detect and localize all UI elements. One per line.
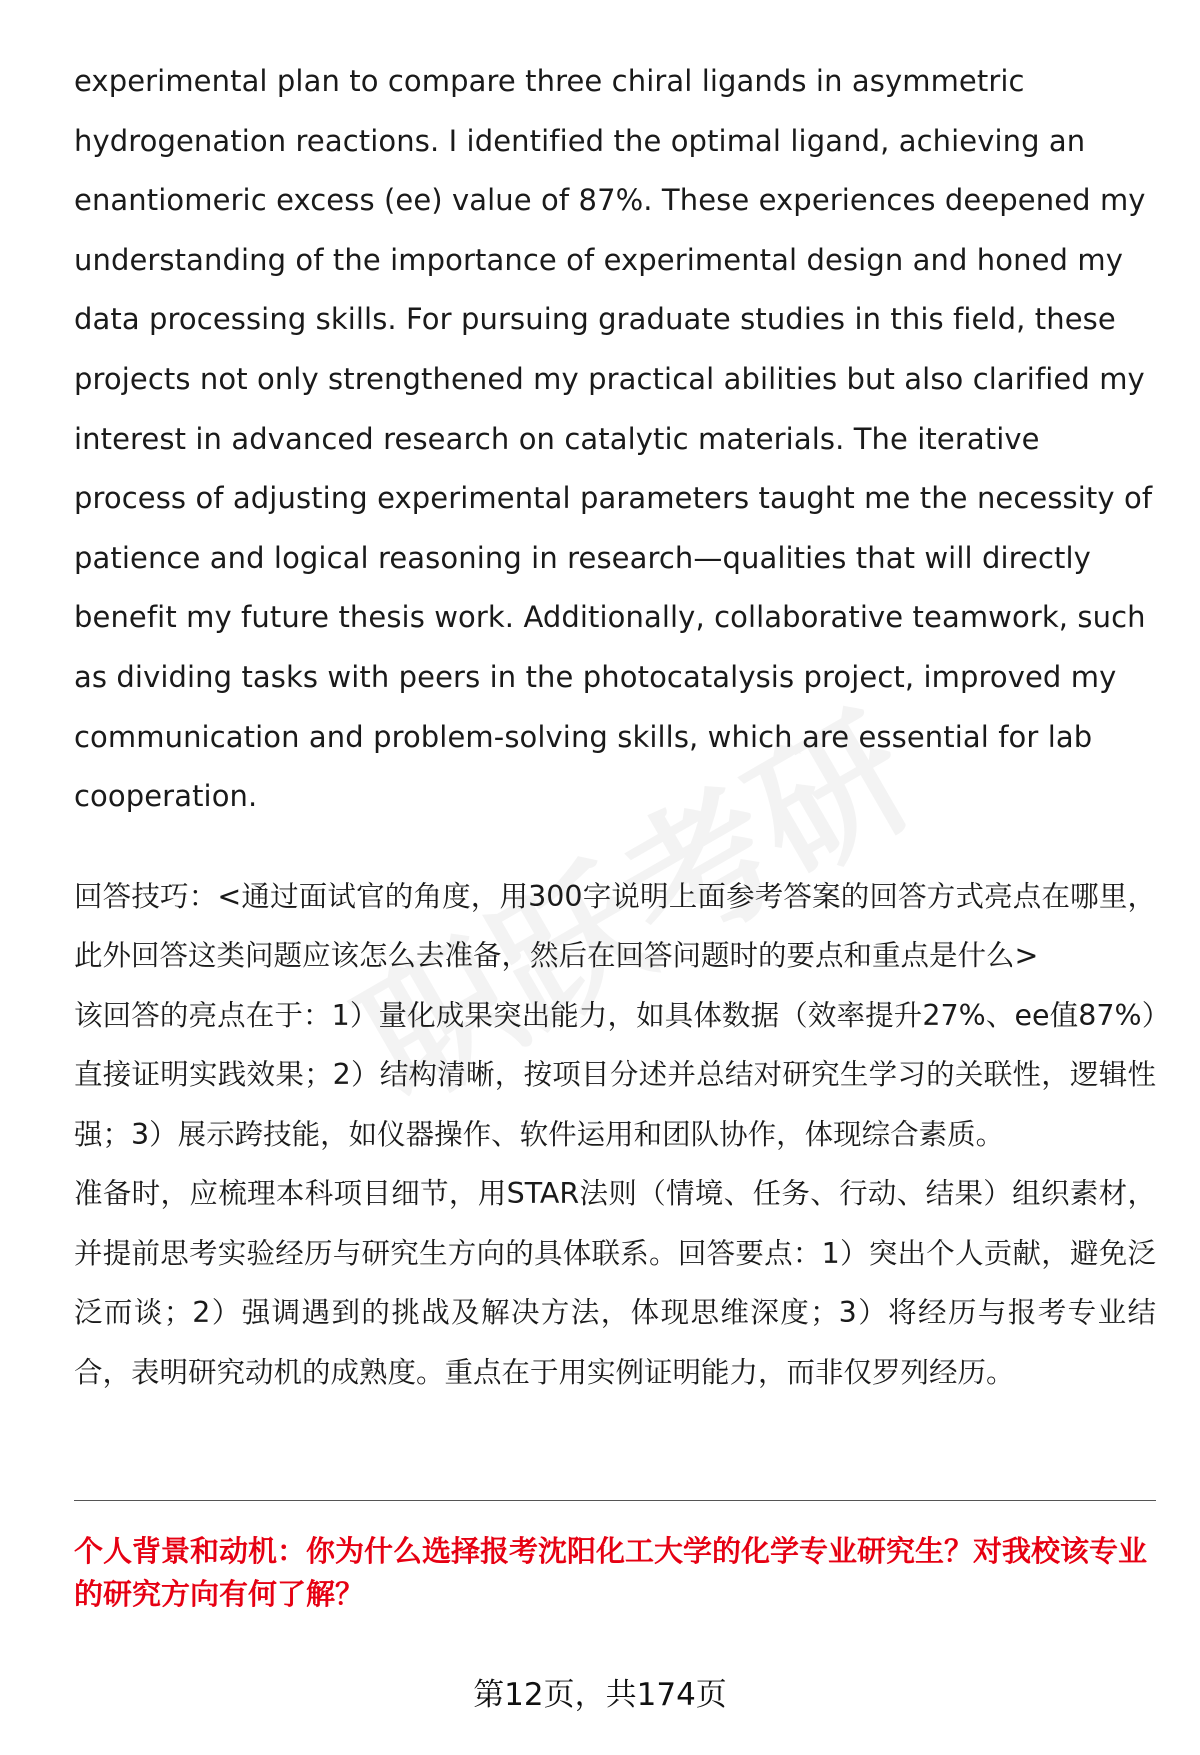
answer-tips-section bbox=[74, 867, 1156, 1403]
tips-intro-paragraph: 回答技巧：<通过面试官的角度，用300字说明上面参考答案的回答方式亮点在哪里，此外回答这类问题应该怎么去准备，然后在回答问题时的要点和重点是什么> bbox=[74, 879, 1156, 973]
next-question-heading: 个人背景和动机：你为什么选择报考沈阳化工大学的化学专业研究生？对我校该专业的研究方向有何了解？ bbox=[74, 1534, 1148, 1611]
highlights-paragraph: 该回答的亮点在于：1）量化成果突出能力，如具体数据（效率提升27%、ee值87%）直接证明实践效果；2）结构清晰，按项目分述并总结对研究生学习的关联性，逻辑性强；3）展示跨技能，如仪器操作、软件运用和团队协作，体现综合素质。 bbox=[74, 998, 1156, 1151]
section-divider bbox=[74, 1500, 1156, 1501]
english-answer-paragraph: experimental plan to compare three chiral ligands in asymmetric hydrogenation reactions. I identified the optimal ligand, achieving an enantiomeric excess (ee) value of 87%. These experiences deepened my understanding of the importance of experimental design and honed my data processing skills. For pursuing graduate studies in this field, these projects not only strengthened my practical abilities but also clarified my interest in advanced research on catalytic materials. The iterative process of adjusting experimental parameters taught me the necessity of patience and logical reasoning in research—qualities that will directly benefit my future thesis work. Additionally, collaborative teamwork, such as dividing tasks with peers in the photocatalysis project, improved my communication and problem-solving skills, which are essential for lab cooperation. bbox=[74, 64, 1153, 814]
page-number: 第12页，共174页 bbox=[473, 1677, 727, 1713]
main-content bbox=[74, 52, 1156, 1402]
preparation-paragraph: 准备时，应梳理本科项目细节，用STAR法则（情境、任务、行动、结果）组织素材，并提前思考实验经历与研究生方向的具体联系。回答要点：1）突出个人贡献，避免泛泛而谈；2）强调遇到的挑战及解决方法，体现思维深度；3）将经历与报考专业结合，表明研究动机的成熟度。重点在于用实例证明能力，而非仅罗列经历。 bbox=[74, 1177, 1156, 1389]
